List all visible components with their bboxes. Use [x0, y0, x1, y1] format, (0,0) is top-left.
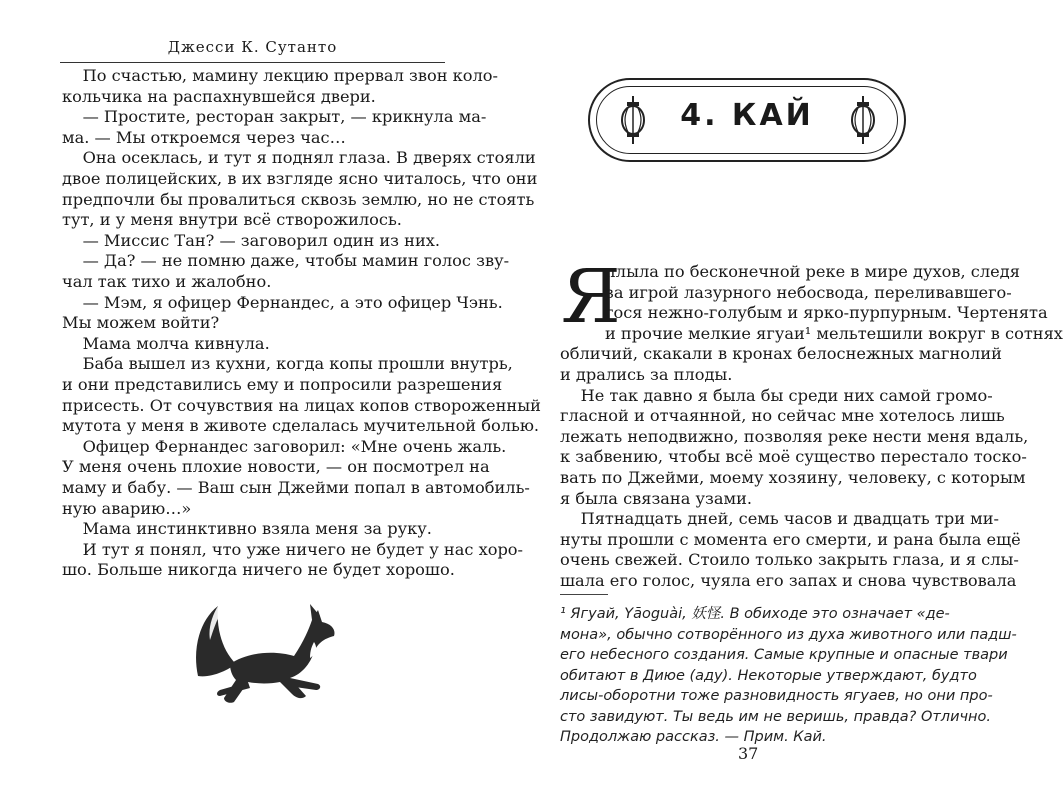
text-line: Мы можем войти? [62, 313, 220, 333]
text-line: вать по Джейми, моему хозяину, человеку, с которым [560, 468, 1026, 487]
text-line: маму и бабу. — Ваш сын Джейми попал в автомобиль- [62, 478, 530, 497]
text-line: плыла по бесконечной реке в мире духов, следя [605, 262, 1020, 281]
text-line: У меня очень плохие новости, — он посмотрел на [62, 457, 490, 477]
text-line: шала его голос, чуяла его запах и снова чувствовала [560, 571, 1017, 590]
text-line: обличий, скакали в кронах белоснежных магнолий [560, 344, 1002, 364]
text-line: предпочли бы провалиться сквозь землю, но не стоять [62, 189, 535, 209]
text-line: И тут я понял, что уже ничего не будет у нас хоро- [62, 539, 524, 559]
footnote-line: ¹ Ягуай, Yāoguài, 妖怪. В обиходе это означает «де- [560, 606, 950, 622]
running-head: Джесси К. Сутанто [167, 38, 338, 56]
page-number: 37 [738, 744, 759, 763]
text-line: и прочие мелкие ягуаи¹ мельтешили вокруг в сотнях [605, 323, 1063, 343]
drop-cap: Я [561, 254, 621, 340]
footnote-line: Продолжаю рассказ. — Прим. Кай. [560, 729, 827, 745]
text-line: — Да? — не помню даже, чтобы мамин голос зву- [62, 251, 510, 271]
text-line: шо. Больше никогда ничего не будет хорошо. [62, 560, 455, 580]
footnote-line: его небесного создания. Самые крупные и опасные твари [560, 647, 1008, 663]
footnote-line: сто завидуют. Ты ведь им не веришь, правда? Отлично. [560, 708, 992, 725]
text-line: Не так давно я была бы среди них самой громо- [560, 385, 993, 405]
footnote-rule [560, 594, 608, 595]
text-line: и они представились ему и попросили разрешения [62, 375, 503, 394]
text-line: гласной и отчаянной, но сейчас мне хотелось лишь [560, 406, 1005, 426]
text-line: Мама инстинктивно взяла меня за руку. [62, 519, 432, 539]
text-line: Она осеклась, и тут я поднял глаза. В дверях стояли [62, 148, 536, 168]
text-line: очень свежей. Стоило только закрыть глаза, и я слы- [560, 550, 1019, 570]
text-line: По счастью, мамину лекцию прервал звон коло- [62, 66, 498, 85]
text-line: — Мэм, я офицер Фернандес, а это офицер Чэнь. [62, 292, 503, 312]
text-line: Баба вышел из кухни, когда копы прошли внутрь, [62, 354, 513, 374]
text-line: Офицер Фернандес заговорил: «Мне очень жаль. [62, 436, 507, 456]
text-line: Мама молча кивнула. [62, 333, 270, 353]
text-line: и дрались за плоды. [560, 365, 733, 384]
text-line: гося нежно-голубым и ярко-пурпурным. Чертенята [605, 303, 1048, 323]
text-line: ма. — Мы откроемся через час… [62, 127, 346, 147]
text-line: двое полицейских, в их взгляде ясно читалось, что они [62, 169, 538, 188]
text-line: лежать неподвижно, позволяя реке нести меня вдаль, [560, 426, 1029, 446]
text-line: кольчика на распахнувшейся двери. [62, 86, 376, 106]
footnote-line: обитают в Диюе (аду). Некоторые утверждают, будто [560, 667, 977, 684]
text-line: — Простите, ресторан закрыт, — крикнула ма- [62, 107, 487, 127]
text-line: ную аварию…» [62, 498, 192, 518]
text-line: я была связана узами. [560, 488, 753, 508]
footnote-line: лисы-оборотни тоже разновидность ягуаев, но они про- [560, 688, 993, 704]
text-line: присесть. От сочувствия на лицах копов створоженный [62, 395, 541, 415]
footnote-line: мона», обычно сотворённого из духа животного или падш- [560, 626, 1017, 643]
text-line: чал так тихо и жалобно. [62, 272, 272, 291]
text-line: тут, и у меня внутри всё створожилось. [62, 210, 402, 230]
text-line: за игрой лазурного небосвода, переливавшего- [605, 282, 1012, 302]
text-line: Пятнадцать дней, семь часов и двадцать три ми- [560, 509, 999, 529]
chapter-title: 4. КАЙ [680, 98, 814, 133]
text-line: нуты прошли с момента его смерти, и рана была ещё [560, 529, 1021, 549]
text-line: — Миссис Тан? — заговорил один из них. [62, 230, 441, 250]
text-line: к забвению, чтобы всё моё существо перестало тоско- [560, 447, 1027, 467]
text-line: мутота у меня в животе сделалась мучительной болью. [62, 416, 540, 436]
